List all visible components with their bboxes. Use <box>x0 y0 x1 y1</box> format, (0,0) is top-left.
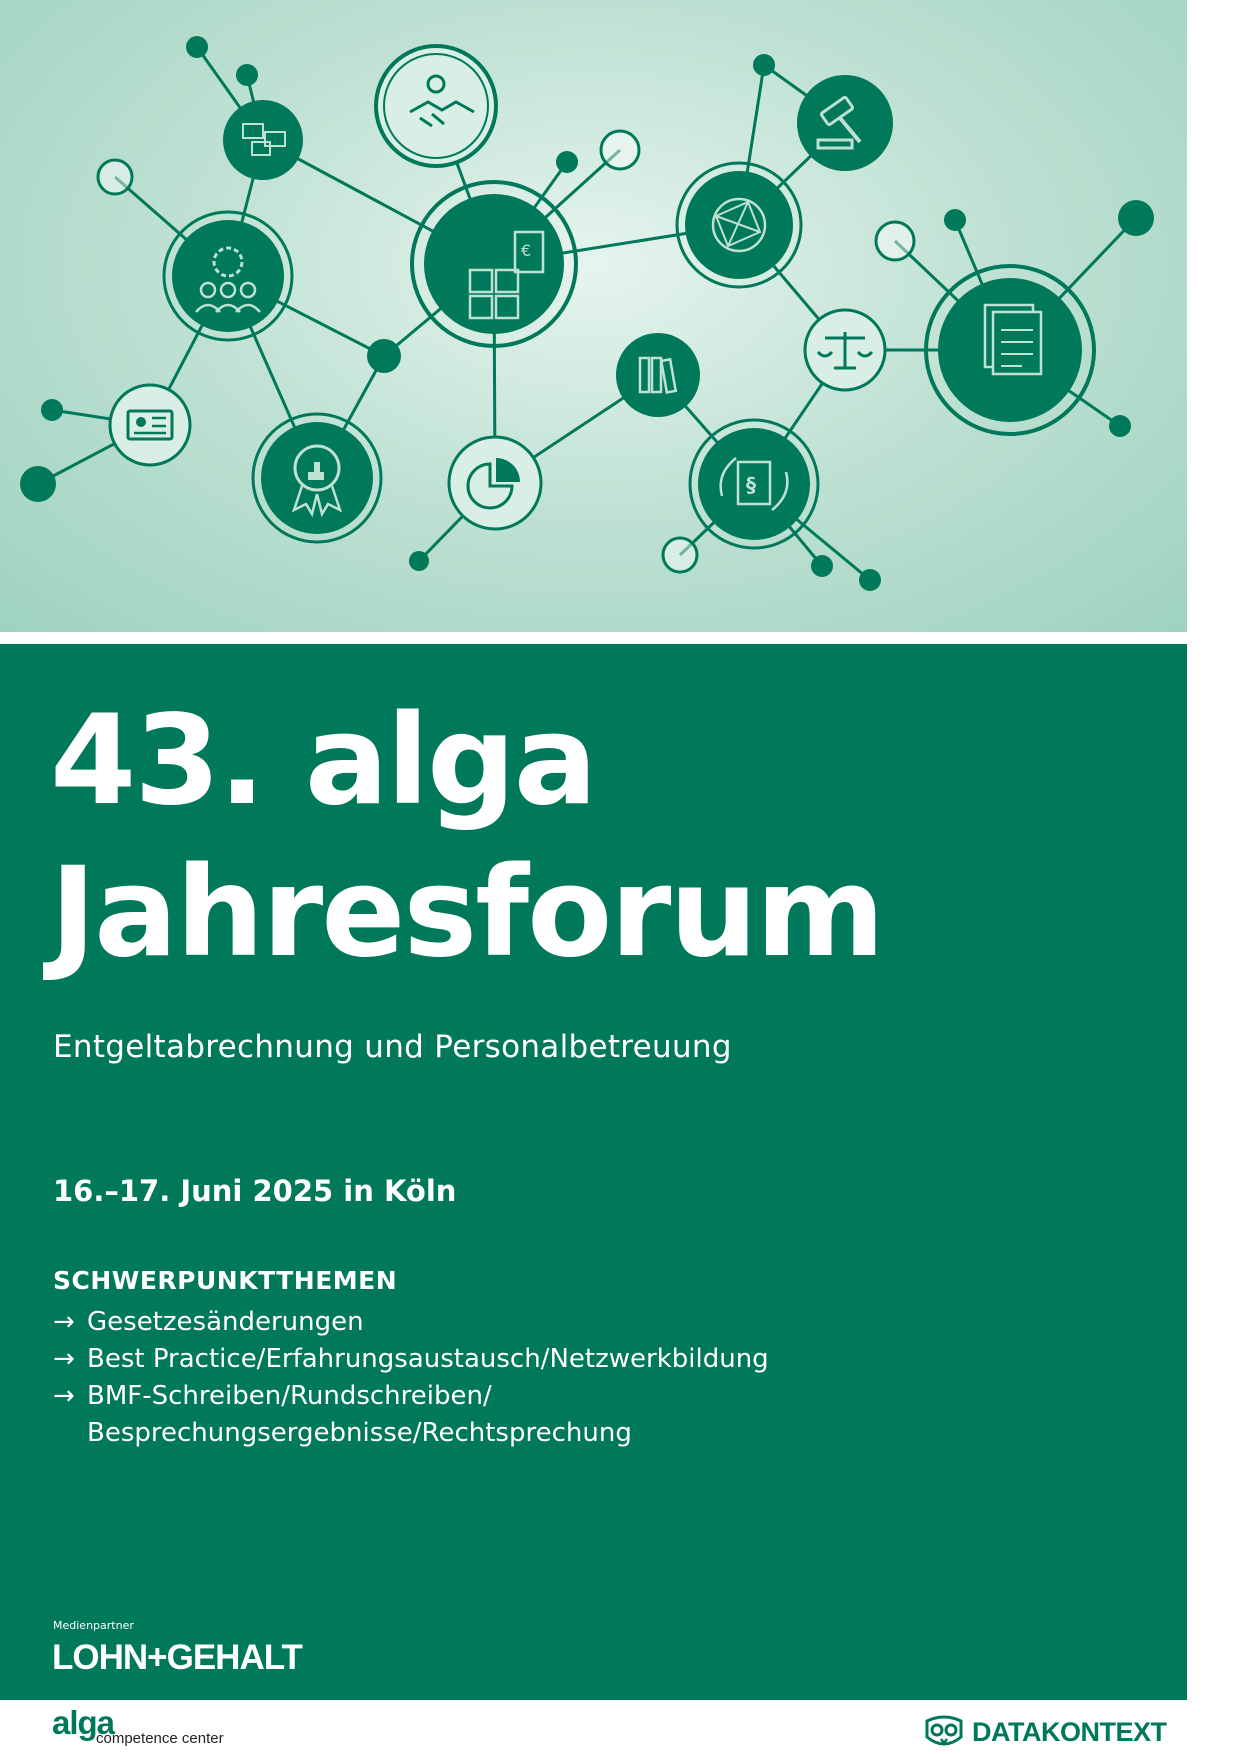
chat-icon <box>223 100 303 180</box>
alga-logo-word: alga <box>52 1704 115 1741</box>
datakontext-logo <box>924 1715 1166 1749</box>
arrow-right-icon: → <box>53 1344 75 1374</box>
calculator-icon <box>412 182 576 346</box>
svg-text:€: € <box>521 241 532 260</box>
event-title-line2: Jahresforum <box>50 841 883 985</box>
award-icon <box>253 414 381 542</box>
arrow-right-icon: → <box>53 1381 75 1411</box>
network-graphic <box>0 0 1187 632</box>
list-item <box>53 1378 769 1452</box>
document-icon <box>926 266 1094 434</box>
law-book-icon <box>690 420 818 548</box>
event-date: 16.–17. Juni 2025 in Köln <box>53 1174 457 1208</box>
scales-icon <box>805 310 885 390</box>
event-panel <box>0 644 1187 1700</box>
topic-text: BMF-Schreiben/Rundschreiben/ <box>87 1381 492 1411</box>
handshake-icon <box>376 46 496 166</box>
datakontext-logo-word: DATAKONTEXT <box>972 1716 1167 1747</box>
owl-icon <box>924 1715 964 1749</box>
media-partner-label: Medienpartner <box>53 1619 134 1632</box>
list-item <box>53 1341 769 1378</box>
globe-network-icon <box>677 163 801 287</box>
topic-text: Gesetzesänderungen <box>87 1307 364 1337</box>
gavel-icon <box>797 75 893 171</box>
lohn-gehalt-logo: LOHN+GEHALT <box>52 1638 302 1677</box>
event-subtitle: Entgeltabrechnung und Personalbetreuung <box>53 1029 732 1065</box>
svg-text:§: § <box>746 473 756 497</box>
id-card-icon <box>110 385 190 465</box>
pie-chart-icon <box>449 437 541 529</box>
topic-text-continued: Besprechungsergebnisse/Rechtsprechung <box>87 1418 632 1448</box>
event-title-line1: 43. alga <box>50 689 596 833</box>
topics-heading: SCHWERPUNKTTHEMEN <box>53 1266 398 1295</box>
binders-icon <box>616 333 700 417</box>
alga-logo-subtitle: competence center <box>96 1730 224 1747</box>
alga-logo <box>52 1704 224 1747</box>
people-gear-icon <box>164 212 292 340</box>
arrow-right-icon: → <box>53 1307 75 1337</box>
list-item <box>53 1304 769 1341</box>
topic-text: Best Practice/Erfahrungsaustausch/Netzwerkbildung <box>87 1344 769 1374</box>
hero-illustration <box>0 0 1187 632</box>
topics-list <box>53 1304 769 1452</box>
